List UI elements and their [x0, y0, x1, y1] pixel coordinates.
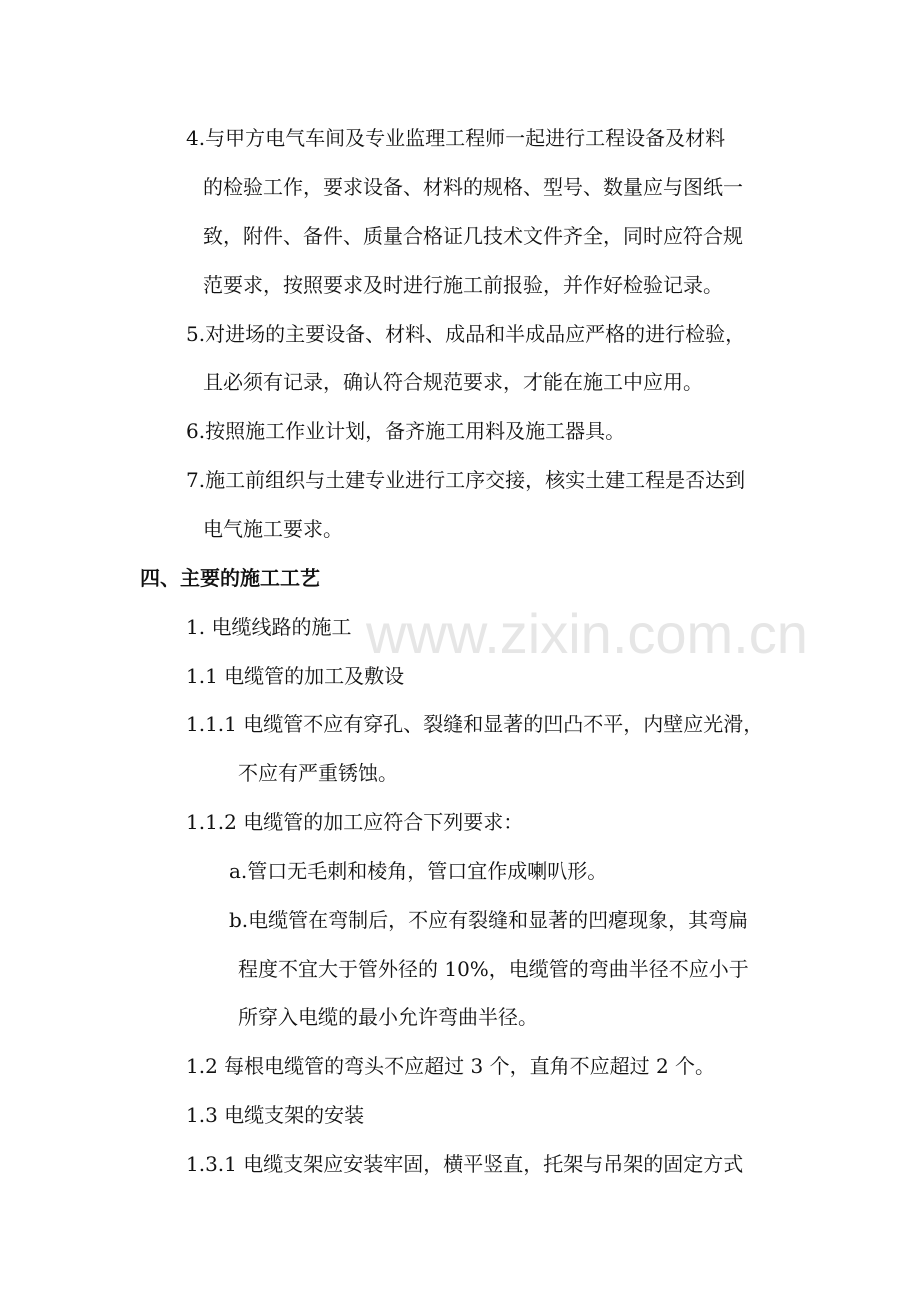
- item-6-line: 6.按照施工作业计划，备齐施工用料及施工器具。: [186, 419, 626, 443]
- subheading-1: 1. 电缆线路的施工: [186, 615, 352, 639]
- item-1-1-1-line-2: 不应有严重锈蚀。: [238, 761, 398, 785]
- subheading-1-1: 1.1 电缆管的加工及敷设: [186, 664, 405, 688]
- item-5-line-2: 且必须有记录，确认符合规范要求，才能在施工中应用。: [203, 370, 703, 394]
- item-b-line-2: 程度不宜大于管外径的 10%，电缆管的弯曲半径不应小于: [238, 957, 749, 981]
- item-5-line-1: 5.对进场的主要设备、材料、成品和半成品应严格的进行检验，: [186, 322, 746, 346]
- item-4-line-1: 4.与甲方电气车间及专业监理工程师一起进行工程设备及材料: [186, 126, 726, 150]
- watermark: www.zixin.com.cn: [366, 602, 808, 665]
- item-b-line-3: 所穿入电缆的最小允许弯曲半径。: [238, 1005, 538, 1029]
- item-a-line: a.管口无毛刺和棱角，管口宜作成喇叭形。: [229, 859, 608, 883]
- item-1-1-1-line-1: 1.1.1 电缆管不应有穿孔、裂缝和显著的凹凸不平，内壁应光滑，: [186, 712, 764, 736]
- subheading-1-3: 1.3 电缆支架的安装: [186, 1103, 365, 1127]
- item-7-line-1: 7.施工前组织与土建专业进行工序交接，核实土建工程是否达到: [186, 468, 746, 492]
- item-7-line-2: 电气施工要求。: [203, 517, 343, 541]
- item-b-line-1: b.电缆管在弯制后，不应有裂缝和显著的凹瘪现象，其弯扁: [229, 908, 749, 932]
- item-1-2-line: 1.2 每根电缆管的弯头不应超过 3 个，直角不应超过 2 个。: [186, 1054, 716, 1078]
- item-1-3-1-line-1: 1.3.1 电缆支架应安装牢固，横平竖直，托架与吊架的固定方式: [186, 1152, 744, 1176]
- item-4-line-3: 致，附件、备件、质量合格证几技术文件齐全，同时应符合规: [203, 224, 743, 248]
- section-heading-4: 四、主要的施工工艺: [140, 566, 320, 590]
- item-1-1-2-line: 1.1.2 电缆管的加工应符合下列要求：: [186, 810, 524, 834]
- item-4-line-4: 范要求，按照要求及时进行施工前报验，并作好检验记录。: [203, 273, 723, 297]
- item-4-line-2: 的检验工作，要求设备、材料的规格、型号、数量应与图纸一: [203, 175, 743, 199]
